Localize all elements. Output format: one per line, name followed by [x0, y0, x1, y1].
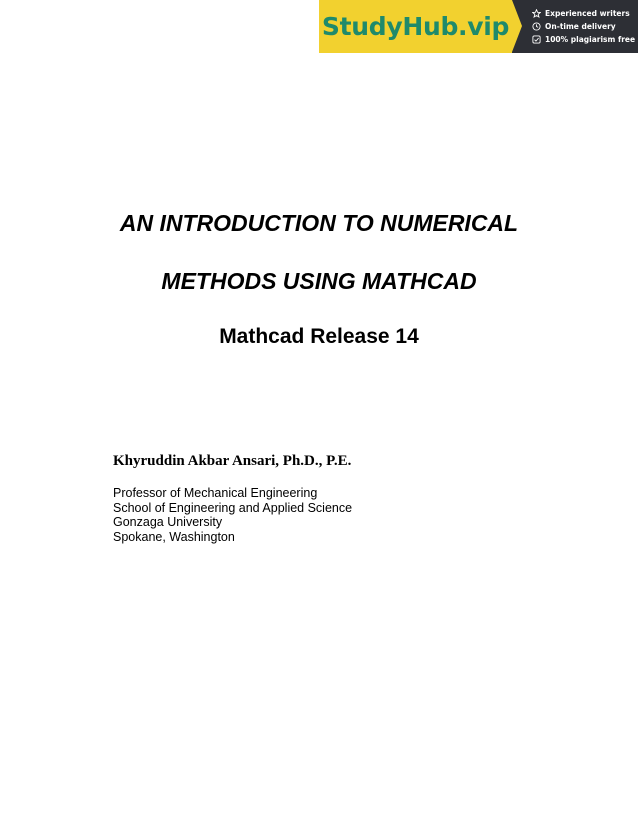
ad-feature-label: Experienced writers — [545, 9, 630, 18]
ad-feature-list — [512, 0, 638, 53]
studyhub-logo-text: StudyHub.vip — [321, 12, 510, 41]
document-title-line-1: AN INTRODUCTION TO NUMERICAL — [119, 210, 519, 236]
ad-feature-on-time-delivery — [532, 21, 638, 32]
document-subtitle: Mathcad Release 14 — [219, 325, 419, 348]
document-title-line-2: METHODS USING MATHCAD — [161, 268, 477, 294]
studyhub-logo[interactable] — [319, 0, 512, 53]
clock-icon — [532, 22, 541, 31]
affiliation-position: Professor of Mechanical Engineering — [113, 486, 318, 500]
studyhub-ad-banner[interactable] — [319, 0, 638, 53]
star-icon — [532, 9, 541, 18]
shield-check-icon — [532, 35, 541, 44]
author-name: Khyruddin Akbar Ansari, Ph.D., P.E. — [113, 453, 352, 469]
ad-feature-label: On-time delivery — [545, 22, 616, 31]
ad-feature-label: 100% plagiarism free — [545, 35, 636, 44]
affiliation-location: Spokane, Washington — [113, 529, 235, 544]
affiliation-school: School of Engineering and Applied Science — [113, 500, 353, 515]
author-affiliation — [113, 486, 352, 544]
ad-feature-experienced-writers — [532, 8, 638, 19]
affiliation-university: Gonzaga University — [113, 515, 223, 529]
ad-feature-plagiarism-free — [532, 34, 638, 45]
